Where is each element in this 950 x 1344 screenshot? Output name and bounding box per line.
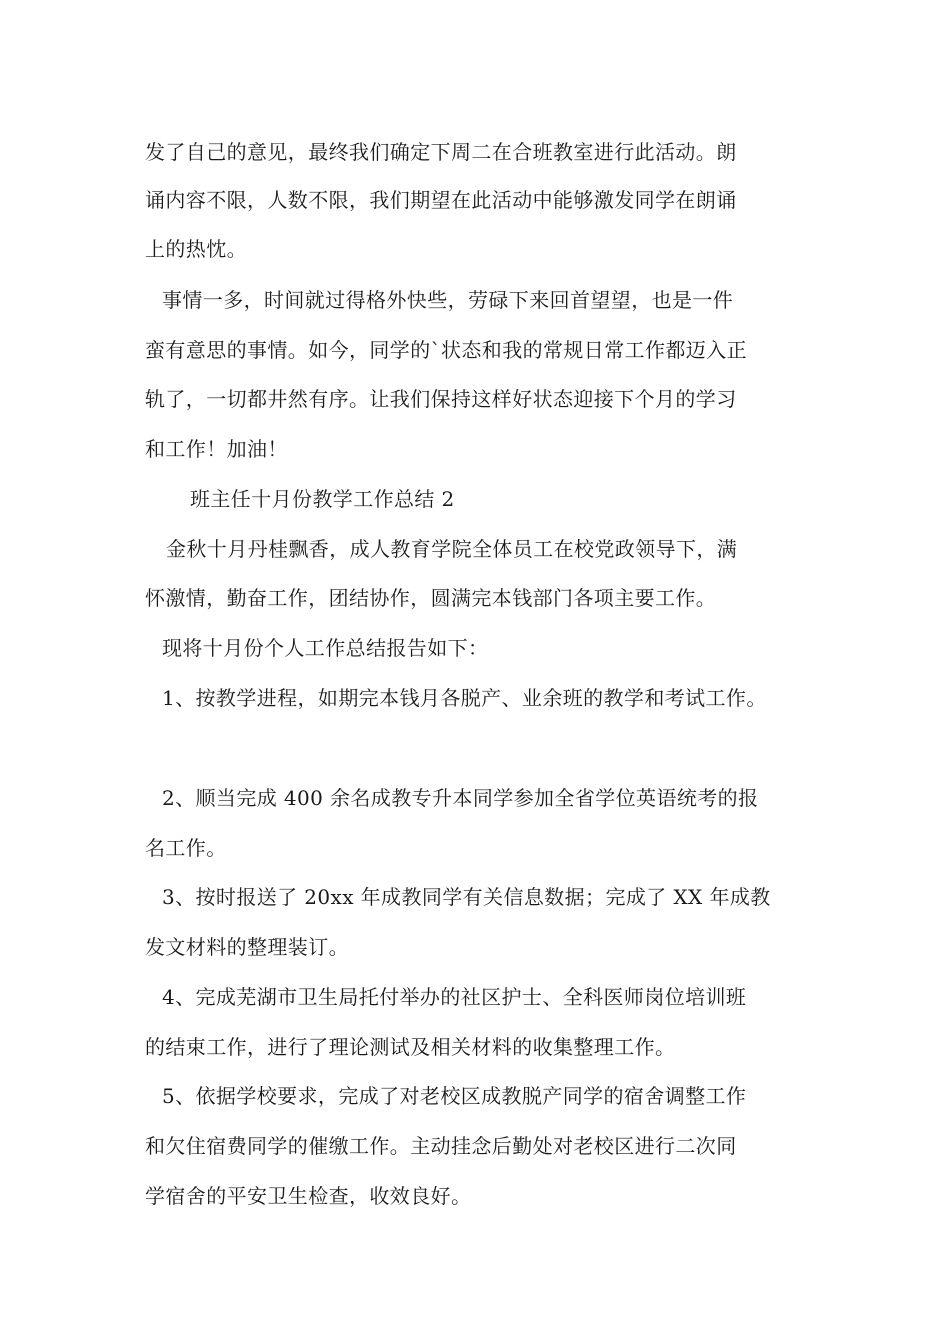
list-item-4-line-1: 4、完成芜湖市卫生局托付举办的社区护士、全科医师岗位培训班 xyxy=(162,985,747,1009)
paragraph-1-line-3: 上的热忱。 xyxy=(145,237,247,261)
list-item-5-line-2: 和欠住宿费同学的催缴工作。主动挂念后勤处对老校区进行二次同 xyxy=(145,1134,737,1158)
paragraph-4-line-1: 现将十月份个人工作总结报告如下： xyxy=(162,636,489,660)
paragraph-2-line-2: 蛮有意思的事情。如今，同学的`状态和我的常规日常工作都迈入正 xyxy=(145,338,747,362)
list-item-5-line-1: 5、依据学校要求，完成了对老校区成教脱产同学的宿舍调整工作 xyxy=(162,1084,747,1108)
paragraph-2-line-1: 事情一多，时间就过得格外快些，劳碌下来回首望望，也是一件 xyxy=(162,288,734,312)
list-item-3-line-2: 发文材料的整理装订。 xyxy=(145,935,349,959)
list-item-2-line-2: 名工作。 xyxy=(145,836,227,860)
paragraph-2-line-4: 和工作！加油！ xyxy=(145,437,288,461)
list-item-1-line-1: 1、按教学进程，如期完本钱月各脱产、业余班的教学和考试工作。 xyxy=(162,686,767,710)
paragraph-1-line-1: 发了自己的意见，最终我们确定下周二在合班教室进行此活动。朗 xyxy=(145,140,737,164)
paragraph-1-line-2: 诵内容不限，人数不限，我们期望在此活动中能够激发同学在朗诵 xyxy=(145,188,737,212)
list-item-2-line-1: 2、顺当完成 400 余名成教专升本同学参加全省学位英语统考的报 xyxy=(162,786,759,810)
paragraph-2-line-3: 轨了，一切都井然有序。让我们保持这样好状态迎接下个月的学习 xyxy=(145,387,737,411)
list-item-5-line-3: 学宿舍的平安卫生检查，收效良好。 xyxy=(145,1184,472,1208)
paragraph-3-line-2: 怀激情，勤奋工作，团结协作，圆满完本钱部门各项主要工作。 xyxy=(145,586,717,610)
list-item-4-line-2: 的结束工作，进行了理论测试及相关材料的收集整理工作。 xyxy=(145,1035,676,1059)
section-heading: 班主任十月份教学工作总结 2 xyxy=(190,487,455,511)
paragraph-3-line-1: 金秋十月丹桂飘香，成人教育学院全体员工在校党政领导下，满 xyxy=(166,537,738,561)
list-item-3-line-1: 3、按时报送了 20xx 年成教同学有关信息数据；完成了 XX 年成教 xyxy=(162,885,771,909)
